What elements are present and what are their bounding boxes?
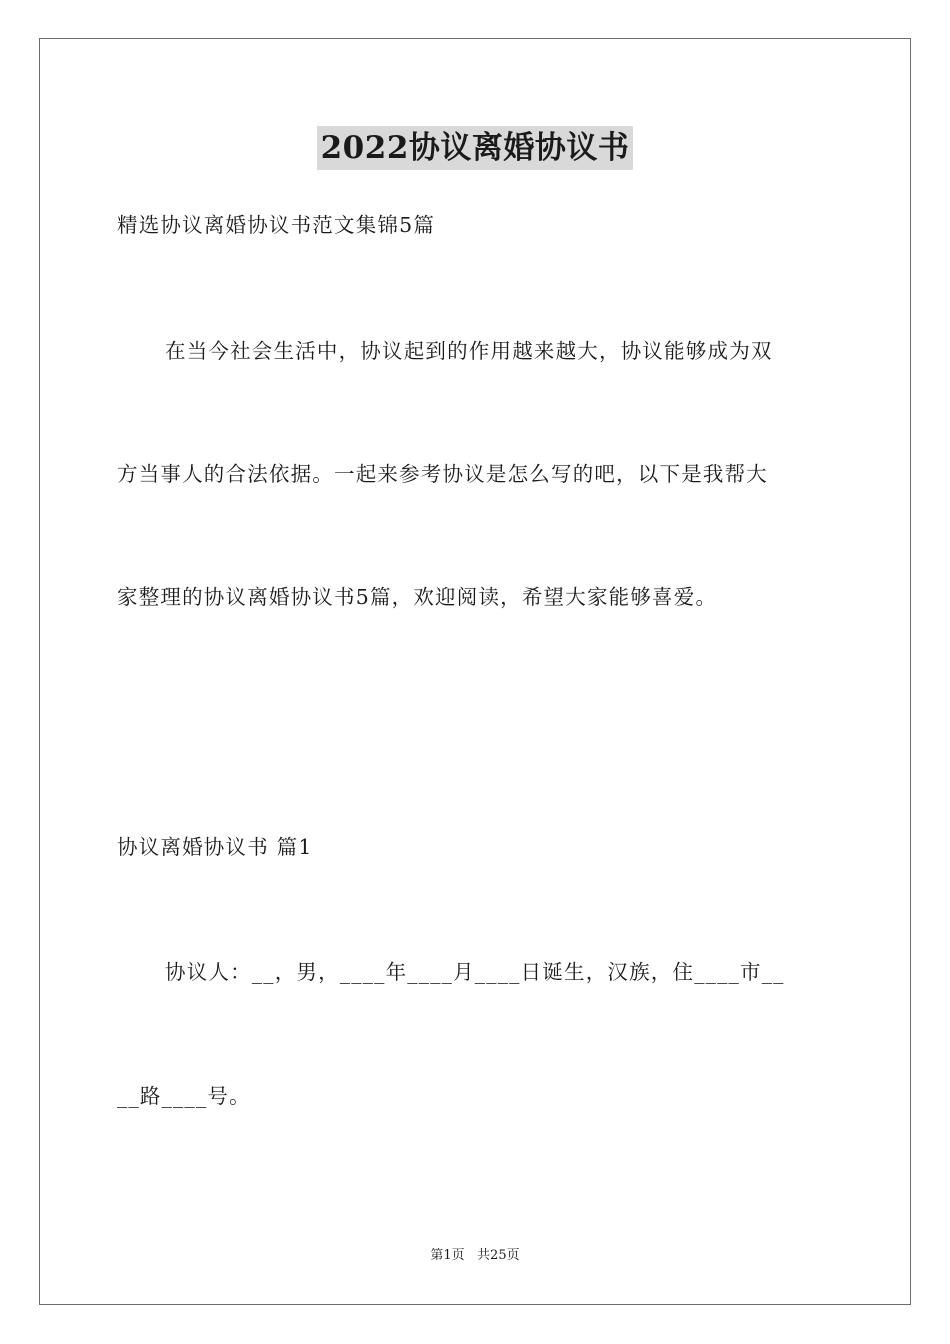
intro-line-3: 家整理的协议离婚协议书5篇，欢迎阅读，希望大家能够喜爱。: [117, 585, 718, 609]
document-title: 2022协议离婚协议书: [317, 126, 634, 170]
intro-line-1: 在当今社会生活中，协议起到的作用越来越大，协议能够成为双: [165, 339, 773, 363]
party-line-1: 协议人：__，男，____年____月____日诞生，汉族，住____市__: [165, 960, 785, 984]
title-container: [0, 126, 950, 170]
page-footer: 第1页 共25页: [430, 1248, 520, 1263]
party-line-2: __路____号。: [117, 1084, 251, 1108]
document-subtitle: 精选协议离婚协议书范文集锦5篇: [117, 213, 436, 237]
intro-line-2: 方当事人的合法依据。一起来参考协议是怎么写的吧，以下是我帮大: [117, 462, 768, 486]
section-heading: 协议离婚协议书 篇1: [117, 835, 313, 859]
